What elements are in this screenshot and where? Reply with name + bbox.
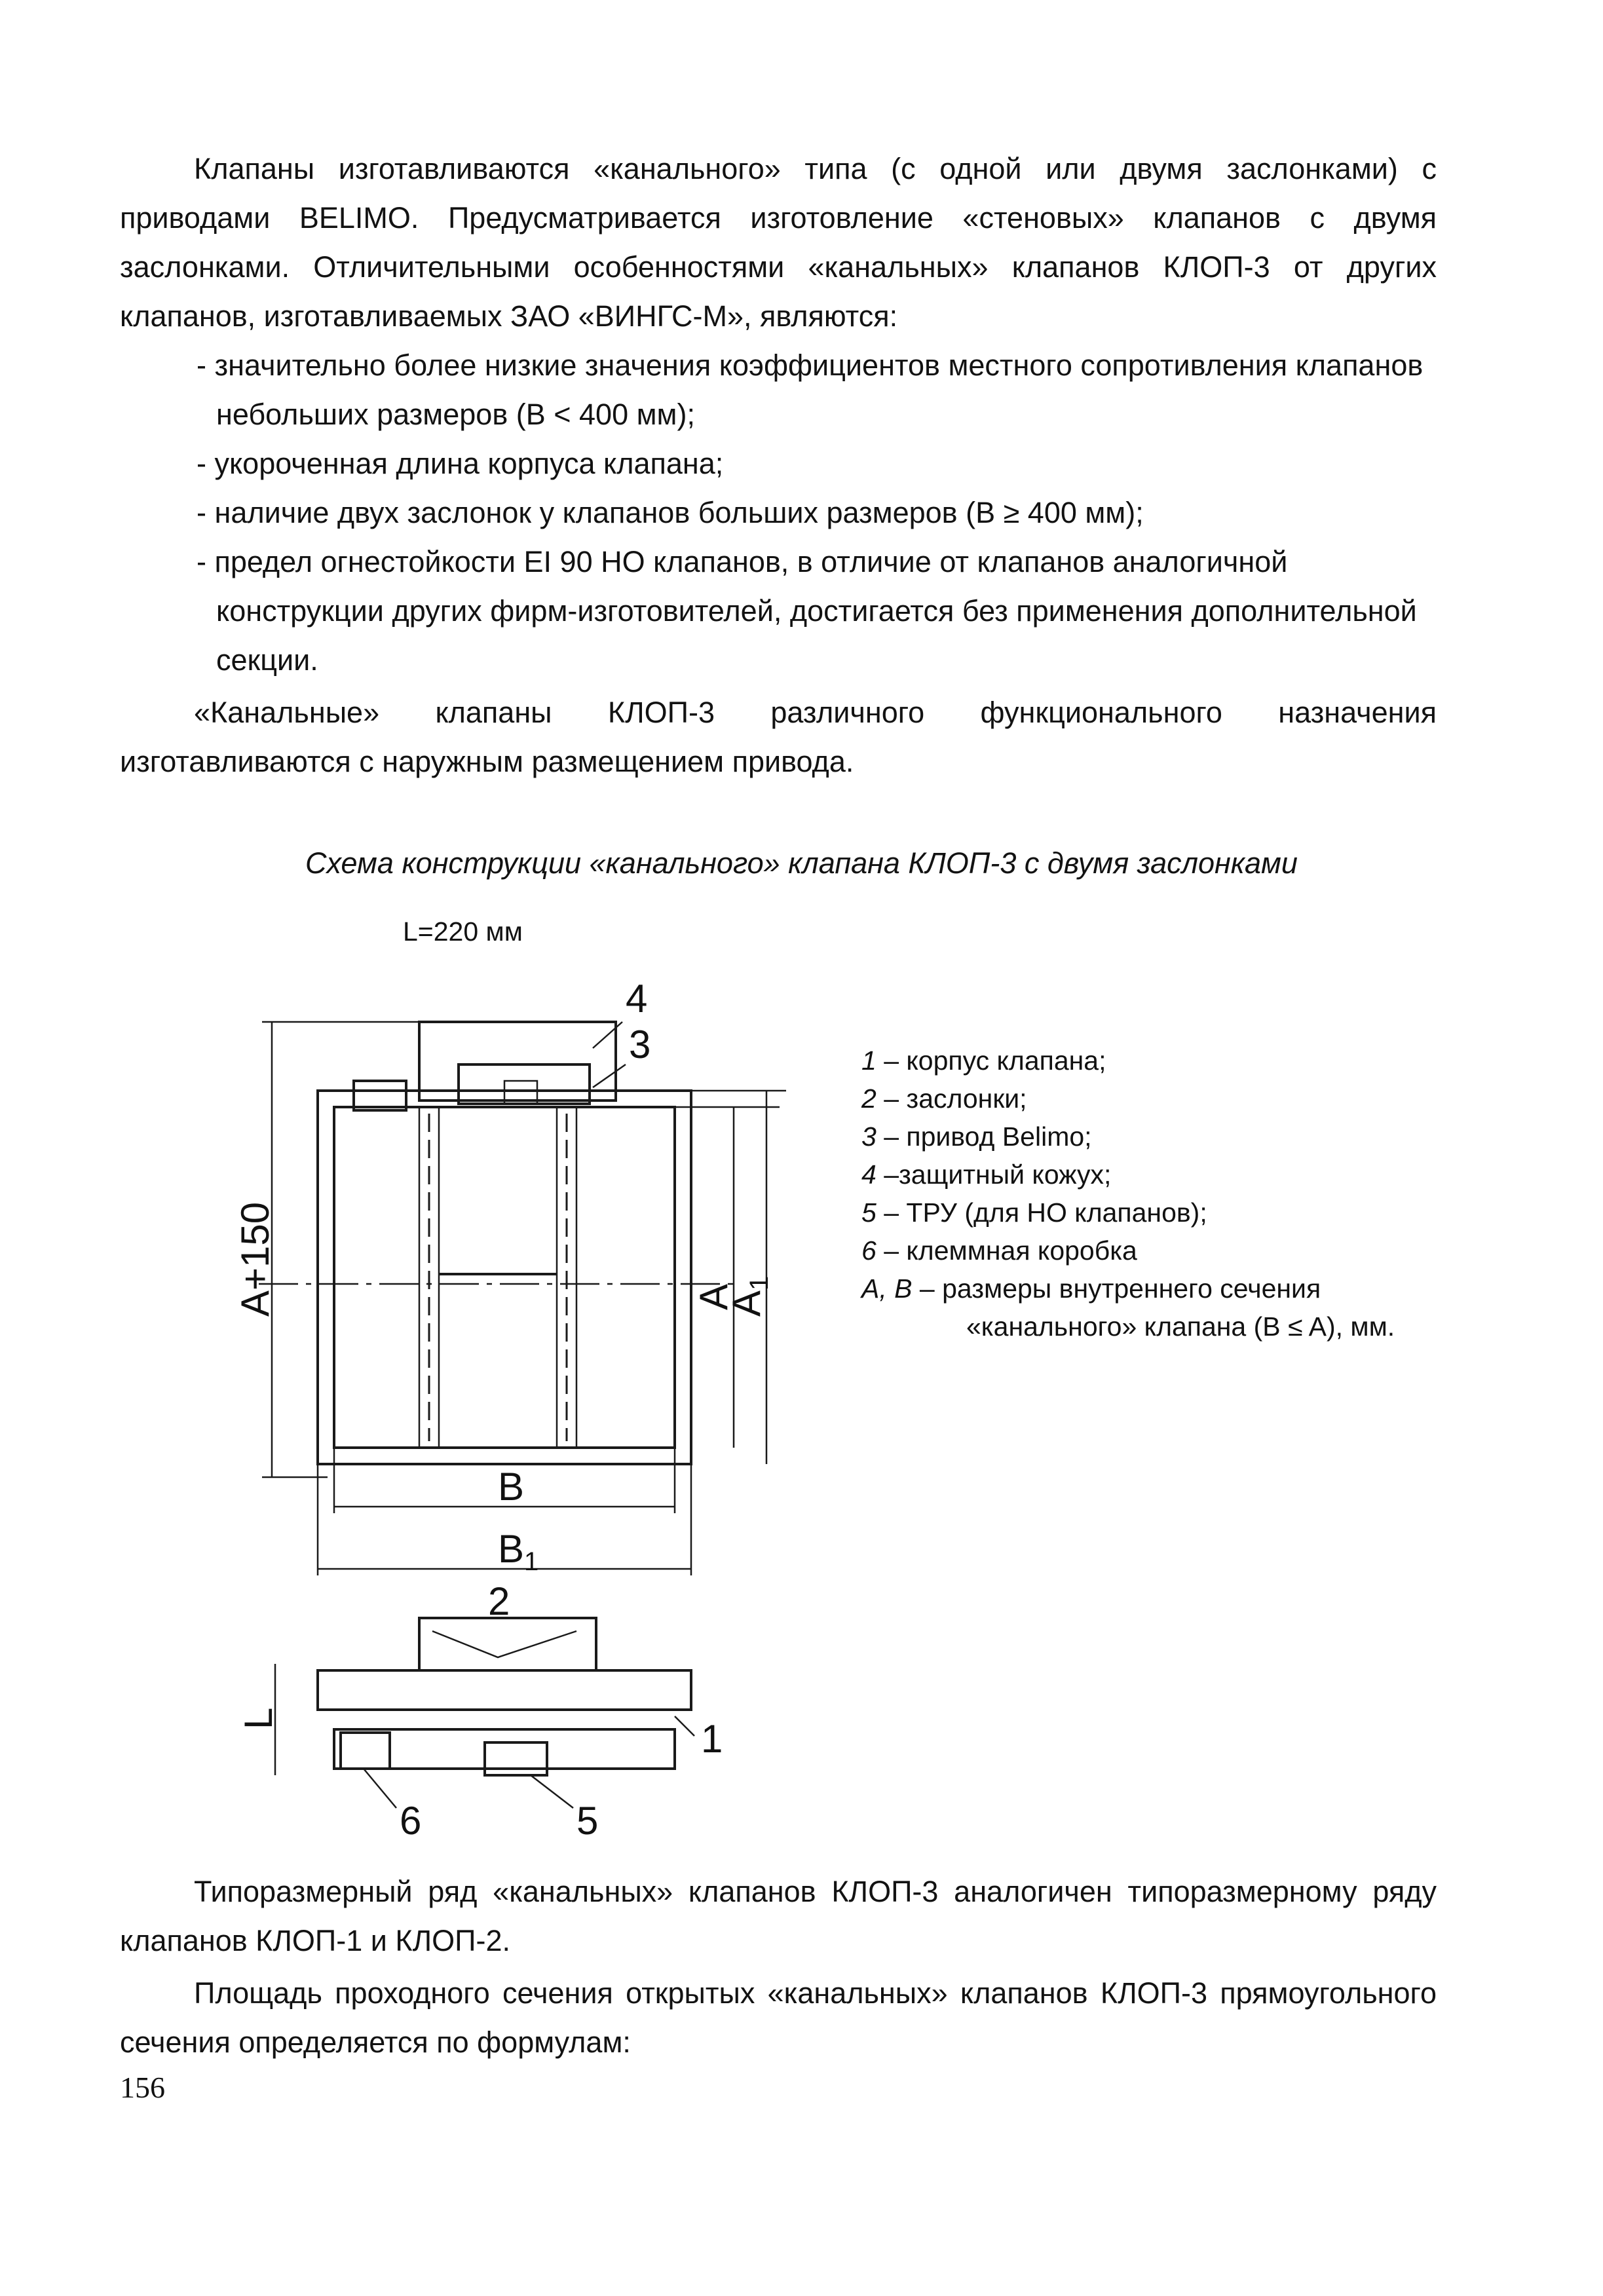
callout-5: 5 <box>576 1799 599 1843</box>
figure-caption: Схема конструкции «канального» клапана КЛОП-3 с двумя заслонками <box>305 846 1298 880</box>
plan-body-top <box>318 1670 691 1710</box>
feature-item: - значительно более низкие значения коэффициентов местного сопротивления клапанов небольших размеров (B < 400 мм); <box>197 348 1424 431</box>
leader-1 <box>675 1716 694 1736</box>
callout-4: 4 <box>626 977 648 1021</box>
drive-paragraph: «Канальные» клапаны КЛОП-3 различного функционального назначения изготавливаются с наружным размещением привода. <box>120 696 1437 778</box>
legend-item: 2 – заслонки; <box>861 1083 1027 1114</box>
figure-legend <box>861 1042 1395 1346</box>
legend-item: A, B – размеры внутреннего сечения <box>861 1273 1321 1304</box>
callout-2: 2 <box>488 1579 510 1623</box>
plan-body-bottom <box>334 1729 675 1769</box>
callout-3: 3 <box>629 1023 651 1066</box>
plan-cover <box>419 1618 596 1670</box>
legend-continuation: «канального» клапана (B ≤ A), мм. <box>966 1311 1395 1342</box>
legend-item: 4 –защитный кожух; <box>861 1159 1112 1190</box>
dim-a1-label: $A_1$ <box>725 1275 774 1317</box>
actuator-belimo <box>459 1064 590 1104</box>
callout-1: 1 <box>701 1717 723 1761</box>
legend-item: 3 – привод Belimo; <box>861 1121 1092 1152</box>
dim-height-label: A+150 <box>233 1201 277 1317</box>
plan-terminal-box <box>341 1733 390 1769</box>
intro-paragraph: Клапаны изготавливаются «канального» типа (с одной или двумя заслонками) с приводами BELIMO. Предусматривается изготовление «стеновых» клапанов с двумя заслонками. Отличительными особенностями «канальных» клапанов КЛОП-3 от других клапанов, изготавливаемых ЗАО «ВИНГС-М», являются: <box>120 152 1437 333</box>
valve-frame-inner <box>334 1107 675 1448</box>
dim-b1-label: $B_1$ <box>498 1527 539 1576</box>
leader-6 <box>364 1769 396 1808</box>
length-label: L=220 мм <box>403 916 523 947</box>
legend-item: 6 – клеммная коробка <box>861 1235 1137 1266</box>
plan-tru <box>485 1742 547 1775</box>
protective-cover <box>419 1022 616 1101</box>
dim-l-label: L <box>236 1707 280 1729</box>
leader-5 <box>531 1775 573 1808</box>
dim-b-label: B <box>498 1465 525 1509</box>
leader-3 <box>593 1064 626 1087</box>
callout-6: 6 <box>400 1799 422 1843</box>
page-number: 156 <box>120 2071 165 2104</box>
feature-item: - укороченная длина корпуса клапана; <box>197 447 724 480</box>
leader-4 <box>593 1022 622 1048</box>
legend-item: 5 – ТРУ (для НО клапанов); <box>861 1197 1207 1228</box>
feature-item: - предел огнестойкости EI 90 НО клапанов, в отличие от клапанов аналогичной конструкции других фирм-изготовителей, достигается без применения дополнительной секции. <box>197 545 1417 677</box>
feature-item: - наличие двух заслонок у клапанов больших размеров (B ≥ 400 мм); <box>197 496 1144 529</box>
range-paragraph: Типоразмерный ряд «канальных» клапанов КЛОП-3 аналогичен типоразмерному ряду клапанов КЛОП-1 и КЛОП-2. <box>120 1875 1437 1957</box>
dim-a-label: A <box>692 1283 736 1310</box>
area-paragraph: Площадь проходного сечения открытых «канальных» клапанов КЛОП-3 прямоугольного сечения определяется по формулам: <box>120 1976 1437 2059</box>
plan-damper <box>432 1631 576 1657</box>
legend-item: 1 – корпус клапана; <box>861 1045 1106 1076</box>
valve-frame-outer <box>318 1091 691 1464</box>
